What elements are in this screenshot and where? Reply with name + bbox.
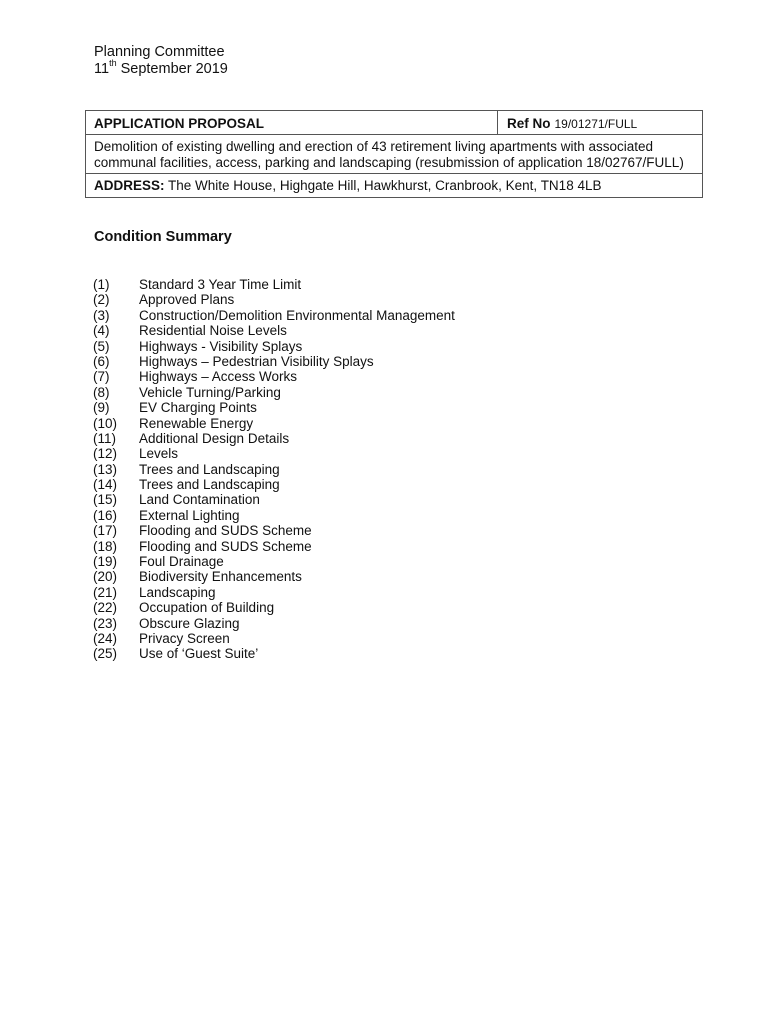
condition-item — [93, 523, 455, 538]
condition-number: (14) — [93, 477, 118, 493]
meeting-date — [94, 58, 228, 78]
condition-number: (25) — [93, 646, 118, 662]
condition-number: (22) — [93, 600, 118, 616]
condition-text: Highways - Visibility Splays — [139, 338, 303, 354]
address-row — [86, 174, 702, 197]
condition-item — [93, 616, 455, 631]
condition-list — [93, 277, 455, 662]
condition-item — [93, 431, 455, 446]
condition-number: (24) — [93, 630, 118, 646]
condition-item — [93, 416, 455, 431]
condition-number: (13) — [93, 461, 118, 477]
condition-number: (17) — [93, 523, 118, 539]
condition-text: Highways – Access Works — [139, 369, 298, 385]
date-rest: September 2019 — [116, 61, 228, 77]
condition-item — [93, 323, 455, 338]
condition-item — [93, 631, 455, 646]
condition-text: Trees and Landscaping — [139, 477, 280, 493]
condition-text: Occupation of Building — [139, 600, 275, 616]
condition-text: Use of ‘Guest Suite’ — [139, 646, 259, 662]
condition-number: (8) — [93, 384, 110, 400]
condition-item — [93, 277, 455, 292]
condition-text: Standard 3 Year Time Limit — [139, 277, 302, 292]
reference-cell — [498, 111, 702, 134]
condition-number: (12) — [93, 446, 118, 462]
condition-item — [93, 339, 455, 354]
date-suffix: th — [109, 58, 117, 69]
condition-number: (9) — [93, 400, 110, 416]
condition-number: (2) — [93, 292, 110, 308]
condition-text: Construction/Demolition Environmental Management — [139, 307, 455, 323]
condition-number: (6) — [93, 353, 110, 369]
condition-number: (10) — [93, 415, 118, 431]
meeting-header — [94, 44, 228, 78]
condition-text: Renewable Energy — [139, 415, 254, 431]
reference-label: Ref No — [507, 116, 551, 131]
condition-text: Biodiversity Enhancements — [139, 569, 302, 585]
condition-number: (5) — [93, 338, 110, 354]
condition-item — [93, 308, 455, 323]
condition-item — [93, 369, 455, 384]
condition-item — [93, 292, 455, 307]
condition-item — [93, 508, 455, 523]
committee-name: Planning Committee — [94, 44, 225, 60]
condition-text: Vehicle Turning/Parking — [139, 384, 281, 400]
condition-text: Residential Noise Levels — [139, 323, 287, 339]
condition-item — [93, 646, 455, 661]
date-day: 11 — [94, 61, 110, 77]
condition-number: (23) — [93, 615, 118, 631]
condition-summary-title: Condition Summary — [94, 229, 232, 245]
condition-text: Levels — [139, 446, 179, 462]
condition-text: Privacy Screen — [139, 630, 230, 646]
condition-item — [93, 492, 455, 507]
condition-number: (16) — [93, 507, 118, 523]
condition-text: Flooding and SUDS Scheme — [139, 523, 312, 539]
condition-number: (1) — [93, 277, 110, 292]
condition-number: (21) — [93, 584, 118, 600]
condition-number: (19) — [93, 554, 118, 570]
condition-number: (15) — [93, 492, 118, 508]
condition-text: Foul Drainage — [139, 554, 224, 570]
condition-text: Trees and Landscaping — [139, 461, 280, 477]
condition-text: EV Charging Points — [139, 400, 257, 416]
condition-item — [93, 585, 455, 600]
condition-text: Approved Plans — [139, 292, 235, 308]
condition-number: (3) — [93, 307, 110, 323]
condition-text: Land Contamination — [139, 492, 260, 508]
address-value: The White House, Highgate Hill, Hawkhurst, Cranbrook, Kent, TN18 4LB — [164, 178, 602, 193]
condition-text: External Lighting — [139, 507, 240, 523]
condition-text: Additional Design Details — [139, 430, 290, 446]
condition-item — [93, 569, 455, 584]
condition-number: (11) — [93, 430, 117, 446]
condition-item — [93, 477, 455, 492]
condition-text: Flooding and SUDS Scheme — [139, 538, 312, 554]
proposal-description: Demolition of existing dwelling and erection of 43 retirement living apartments with associated communal facilities, access, parking and landscaping (resubmission of application 18/02767/FULL) — [86, 135, 702, 174]
condition-item — [93, 554, 455, 569]
condition-text: Obscure Glazing — [139, 615, 240, 631]
condition-item — [93, 385, 455, 400]
condition-number: (18) — [93, 538, 118, 554]
condition-number: (4) — [93, 323, 110, 339]
condition-item — [93, 446, 455, 461]
condition-item — [93, 354, 455, 369]
condition-item — [93, 462, 455, 477]
condition-text: Highways – Pedestrian Visibility Splays — [139, 353, 374, 369]
condition-number: (20) — [93, 569, 118, 585]
application-proposal-table — [85, 110, 703, 198]
condition-text: Landscaping — [139, 584, 216, 600]
condition-item — [93, 400, 455, 415]
address-label: ADDRESS: — [94, 178, 165, 193]
condition-item — [93, 600, 455, 615]
reference-number: 19/01271/FULL — [554, 117, 638, 131]
condition-number: (7) — [93, 369, 110, 385]
condition-item — [93, 539, 455, 554]
proposal-heading: APPLICATION PROPOSAL — [86, 111, 498, 134]
proposal-header-row — [86, 111, 702, 135]
